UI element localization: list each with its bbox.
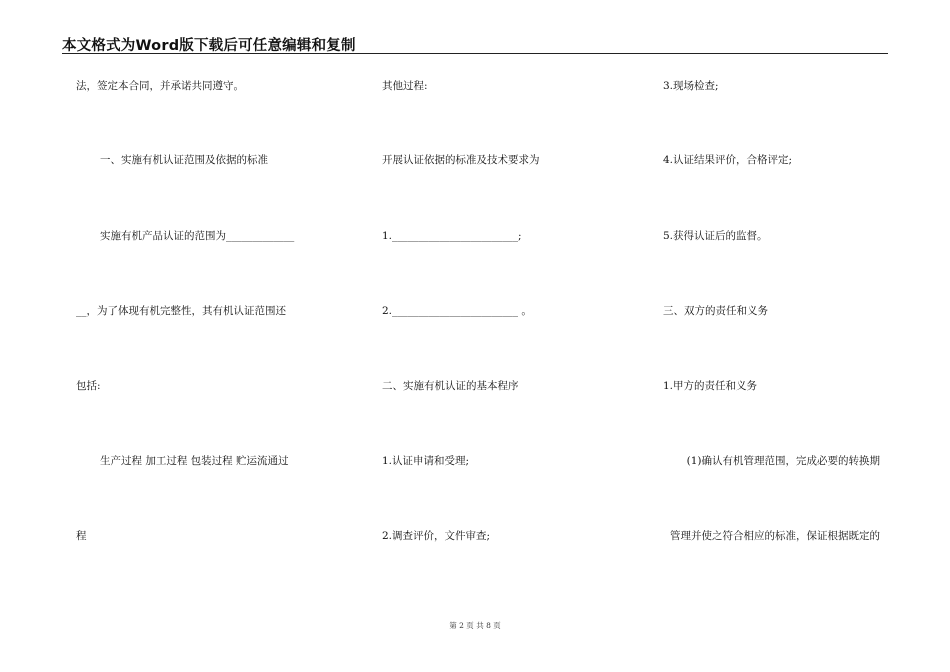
col2-line-2: 开展认证依据的标准及技术要求为 [382, 154, 540, 166]
col2-line-5: 二、实施有机认证的基本程序 [382, 380, 519, 392]
col1-line-1: 法，签定本合同，并承诺共同遵守。 [76, 80, 244, 92]
col1-line-3: 实施有机产品认证的范围为_____________ [100, 230, 295, 242]
col2-line-4: 2.________________________ 。 [382, 305, 532, 317]
col1-line-5: 包括: [76, 380, 101, 392]
col3-line-1: 3.现场检查; [663, 80, 719, 92]
page-number: 第 2 页 共 8 页 [449, 621, 501, 630]
col1-line-6: 生产过程 加工过程 包装过程 贮运流通过 [100, 455, 289, 467]
col3-line-5: 1.甲方的责任和义务 [663, 380, 758, 392]
col2-line-1: 其他过程: [382, 80, 428, 92]
col3-line-4: 三、双方的责任和义务 [663, 305, 768, 317]
col3-line-2: 4.认证结果评价，合格评定; [663, 154, 793, 166]
col3-line-7: 管理并使之符合相应的标准，保证根据既定的 [670, 530, 880, 542]
col3-line-3: 5.获得认证后的监督。 [663, 230, 768, 242]
col1-line-4: __，为了体现有机完整性，其有机认证范围还 [76, 305, 286, 317]
header-divider [62, 53, 888, 54]
col2-line-6: 1.认证申请和受理; [382, 455, 470, 467]
page-header [62, 34, 888, 54]
header-title: 本文格式为Word版下载后可任意编辑和复制 [62, 38, 356, 54]
col1-line-7: 程 [76, 530, 87, 542]
col3-line-6: (1)确认有机管理范围，完成必要的转换期 [686, 455, 880, 467]
col2-line-7: 2.调查评价，文件审查; [382, 530, 491, 542]
col1-line-2: 一、实施有机认证范围及依据的标准 [100, 154, 268, 166]
col2-line-3: 1.________________________; [382, 230, 522, 242]
